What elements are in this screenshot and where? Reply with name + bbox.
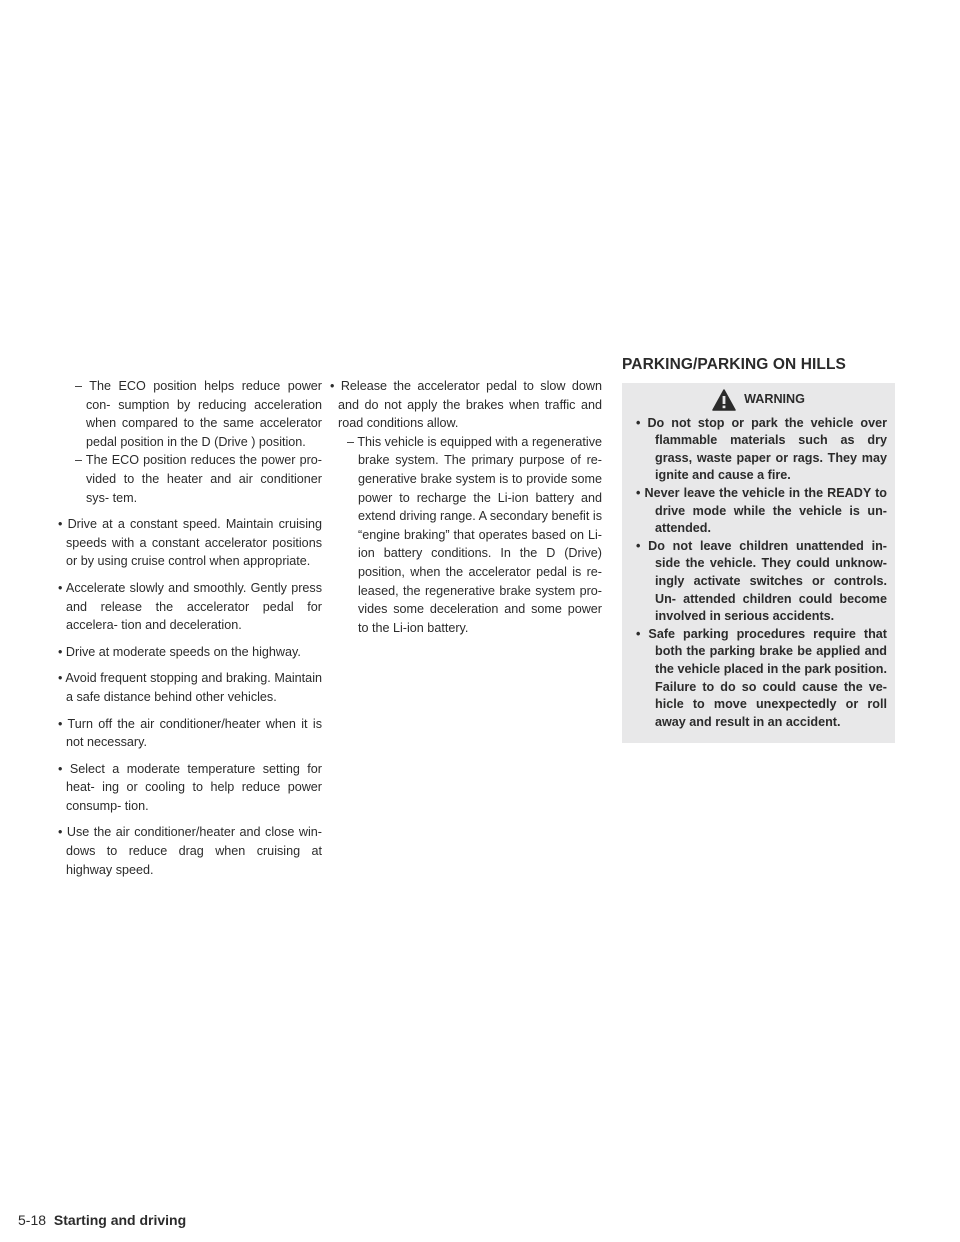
eco-note-2: – The ECO position reduces the power pro- vided to the heater and air conditioner sys- tem.	[75, 453, 322, 505]
right-column	[622, 356, 895, 743]
section-title: PARKING/PARKING ON HILLS	[622, 356, 846, 373]
warning-triangle-icon	[712, 389, 736, 411]
tip-avoid-braking: • Avoid frequent stopping and braking. Maintain a safe distance behind other vehicles.	[58, 671, 322, 704]
warning-item-children: • Do not leave children unattended in- side the vehicle. They could unknow- ingly activate switches or controls. Un- attended children could become involved in serious accidents.	[636, 538, 887, 624]
tip-close-windows: • Use the air conditioner/heater and close win- dows to reduce drag when cruising at highway speed.	[58, 825, 322, 877]
tip-temperature: • Select a moderate temperature setting for heat- ing or cooling to help reduce power consump- tion.	[58, 761, 322, 813]
regenerative-brake-note: – This vehicle is equipped with a regenerative brake system. The primary purpose of re- generative brake system is to provide some power to recharge the Li-ion battery and extend driving range. A secondary benefit is “engine braking” that operates based on Li-ion battery conditions. In the D (Drive) position, when the accelerator pedal is re- leased, the regenerative brake system pro- vides some deceleration and some power to the Li-ion battery.	[347, 434, 602, 635]
tip-ac-off: • Turn off the air conditioner/heater when it is not necessary.	[58, 716, 322, 750]
tip-moderate-speeds: • Drive at moderate speeds on the highway.	[58, 644, 301, 659]
warning-label: WARNING	[744, 392, 805, 407]
warning-item-ready-mode: • Never leave the vehicle in the READY to drive mode while the vehicle is un- attended.	[636, 485, 887, 536]
page-footer	[18, 1212, 186, 1228]
tip-release-pedal: • Release the accelerator pedal to slow down and do not apply the brakes when traffic and road conditions allow.	[330, 379, 602, 431]
middle-column	[330, 377, 602, 637]
tip-constant-speed: • Drive at a constant speed. Maintain cruising speeds with a constant accelerator positions or by using cruise control when appropriate.	[58, 517, 322, 569]
left-column	[58, 377, 322, 879]
page-number: 5-18	[18, 1212, 47, 1228]
warning-box	[622, 383, 895, 744]
chapter-title: Starting and driving	[53, 1212, 187, 1228]
warning-item-parking-brake: • Safe parking procedures require that both the parking brake be applied and the vehicle placed in the park position. Failure to do so could cause the ve- hicle to move unexpectedly or roll away and result in an accident.	[636, 626, 887, 729]
warning-header	[630, 389, 887, 411]
eco-note-1: – The ECO position helps reduce power con- sumption by reducing acceleration when compared to the same accelerator pedal position in the D (Drive ) position.	[75, 379, 322, 449]
warning-item-flammable: • Do not stop or park the vehicle over flammable materials such as dry grass, waste paper or rags. They may ignite and cause a fire.	[636, 415, 887, 483]
tip-accelerate-smoothly: • Accelerate slowly and smoothly. Gently press and release the accelerator pedal for accelera- tion and deceleration.	[58, 580, 322, 633]
